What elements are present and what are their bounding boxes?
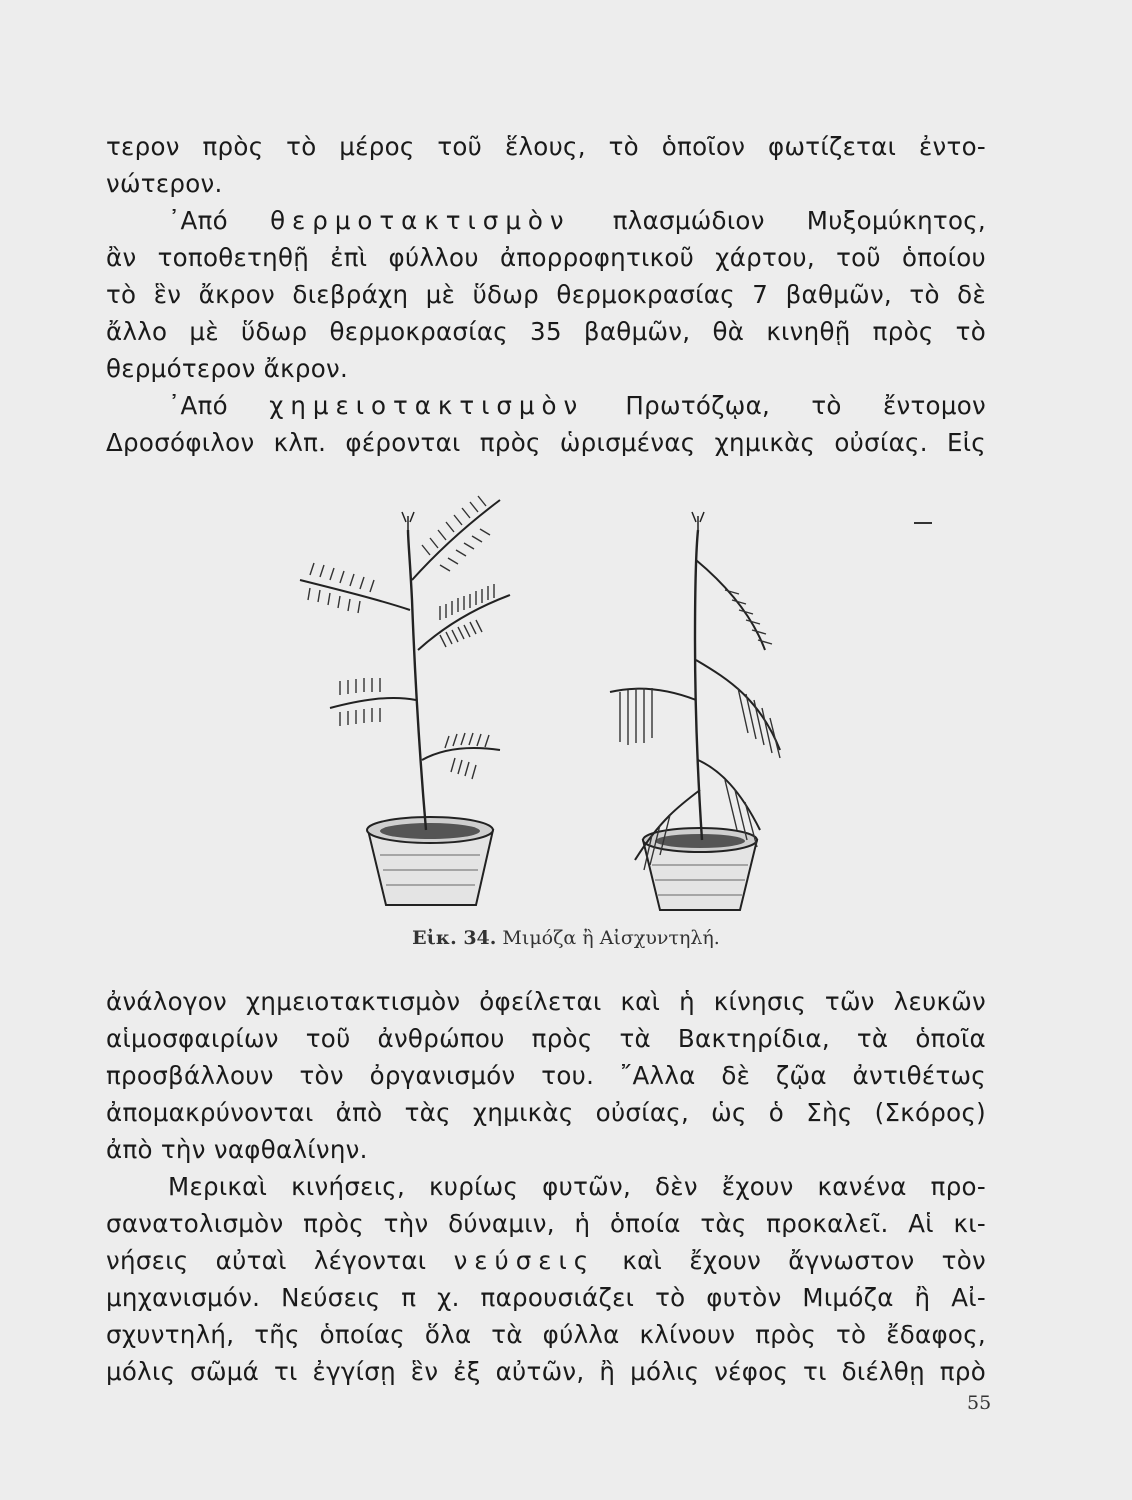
text-line: αἱμοσφαιρίων τοῦ ἀνθρώπου πρὸς τὰ Βακτηρίδια, τὰ ὁποῖα (106, 1024, 986, 1053)
text-line: θερμότερον ἄκρον. (106, 354, 349, 383)
figure-number: Εἰκ. 34. (412, 927, 497, 949)
text-line: ἂν τοποθετηθῇ ἐπὶ φύλλου ἀπορροφητικοῦ χάρτου, τοῦ ὁποίου (106, 243, 986, 272)
text-line: τὸ ἓν ἄκρον διεβράχη μὲ ὕδωρ θερμοκρασίας 7 βαθμῶν, τὸ δὲ (106, 280, 986, 309)
text-line: προσβάλλουν τὸν ὀργανισμόν του. ῎Αλλα δὲ ζῷα ἀντιθέτως (106, 1061, 986, 1090)
figure-caption (0, 927, 1132, 949)
text-line: Μερικαὶ κινήσεις, κυρίως φυτῶν, δὲν ἔχουν κανένα προ- (168, 1172, 986, 1201)
line-lead: ᾿Από (168, 206, 228, 235)
plant-right (610, 512, 780, 910)
line-lead: ᾿Από (168, 391, 228, 420)
margin-dash (914, 522, 932, 524)
mimosa-illustration (240, 460, 810, 920)
text-line: Δροσόφιλον κλπ. φέρονται πρὸς ὡρισμένας χημικὰς οὐσίας. Εἰς (106, 428, 986, 457)
spaced-term: νεύσεις (453, 1246, 596, 1275)
text-line: μηχανισμόν. Νεύσεις π χ. παρουσιάζει τὸ φυτὸν Μιμόζα ἢ Αἰ- (106, 1283, 986, 1312)
spaced-term: θερμοτακτισμὸν (270, 206, 571, 235)
text-line: τερον πρὸς τὸ μέρος τοῦ ἕλους, τὸ ὁποῖον φωτίζεται ἐντο- (106, 132, 986, 161)
figure-caption-text: Μιμόζα ἢ Αἰσχυντηλή. (502, 927, 720, 949)
text-line: ἀνάλογον χημειοτακτισμὸν ὀφείλεται καὶ ἡ κίνησις τῶν λευκῶν (106, 987, 986, 1016)
text-line: ἀπὸ τὴν ναφθαλίνην. (106, 1135, 368, 1164)
line-lead: νήσεις αὐταὶ λέγονται (106, 1246, 427, 1275)
text-line: ἄλλο μὲ ὕδωρ θερμοκρασίας 35 βαθμῶν, θὰ κινηθῇ πρὸς τὸ (106, 317, 986, 346)
text-line (106, 206, 986, 236)
line-rest: Πρωτόζῳα, τὸ ἔντομον (625, 391, 986, 420)
text-line (106, 391, 986, 421)
text-line: μόλις σῶμά τι ἐγγίσῃ ἓν ἐξ αὐτῶν, ἢ μόλις νέφος τι διέλθῃ πρὸ (106, 1357, 986, 1386)
text-line: ἀπομακρύνονται ἀπὸ τὰς χημικὰς οὐσίας, ὡς ὁ Σὴς (Σκόρος) (106, 1098, 986, 1127)
text-line: σανατολισμὸν πρὸς τὴν δύναμιν, ἡ ὁποία τὰς προκαλεῖ. Αἱ κι- (106, 1209, 986, 1238)
spaced-term: χημειοτακτισμὸν (269, 391, 585, 420)
text-line (106, 1246, 986, 1276)
plant-left (300, 496, 510, 905)
line-rest: πλασμώδιον Μυξομύκητος, (612, 206, 987, 235)
text-line: νώτερον. (106, 169, 223, 198)
text-line: σχυντηλή, τῆς ὁποίας ὅλα τὰ φύλλα κλίνουν πρὸς τὸ ἔδαφος, (106, 1320, 986, 1349)
page-number: 55 (967, 1392, 992, 1414)
line-rest: καὶ ἔχουν ἄγνωστον τὸν (622, 1246, 986, 1275)
